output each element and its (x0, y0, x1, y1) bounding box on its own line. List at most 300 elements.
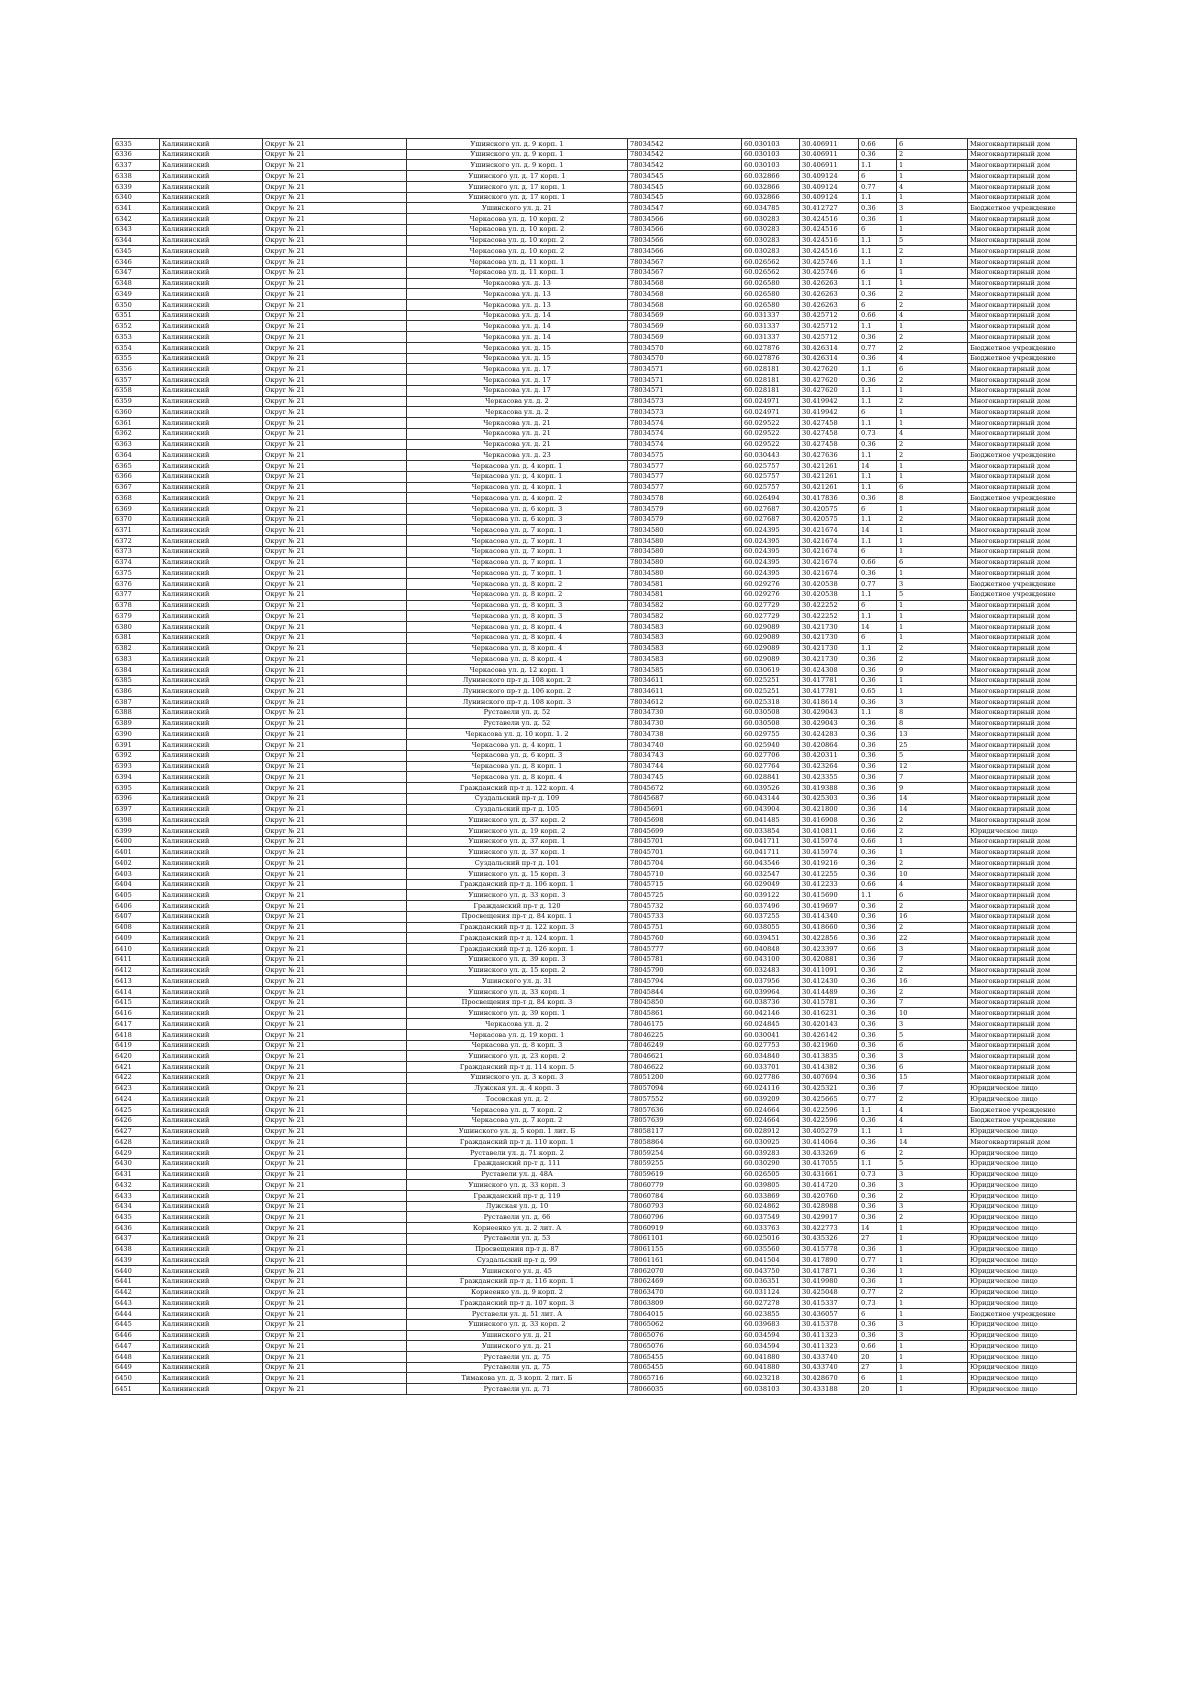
object-type-cell: Многоквартирный дом (968, 439, 1077, 450)
value-cell: 0.36 (859, 1190, 897, 1201)
district-cell: Калининский (160, 1319, 263, 1330)
latitude-cell: 60.029089 (742, 622, 800, 633)
electoral-okrug-cell: Округ № 21 (263, 1223, 407, 1234)
district-cell: Калининский (160, 267, 263, 278)
electoral-okrug-cell: Округ № 21 (263, 1180, 407, 1191)
value-cell: 1.1 (859, 482, 897, 493)
latitude-cell: 60.034594 (742, 1330, 800, 1341)
table-row (113, 310, 1077, 321)
district-cell: Калининский (160, 546, 263, 557)
longitude-cell: 30.433188 (800, 1384, 859, 1395)
longitude-cell: 30.426142 (800, 1029, 859, 1040)
object-type-cell: Многоквартирный дом (968, 761, 1077, 772)
table-row (113, 1362, 1077, 1373)
value-cell: 0.66 (859, 944, 897, 955)
address-cell: Черкасова ул. д. 7 корп. 1 (407, 525, 628, 536)
address-cell: Черкасова ул. д. 10 корп. 2 (407, 246, 628, 257)
latitude-cell: 60.029089 (742, 654, 800, 665)
building-id-cell: 78045844 (628, 987, 742, 998)
row-number-cell: 6430 (113, 1158, 160, 1169)
row-number-cell: 6341 (113, 203, 160, 214)
table-row (113, 1212, 1077, 1223)
latitude-cell: 60.042146 (742, 1008, 800, 1019)
building-id-cell: 78058864 (628, 1137, 742, 1148)
table-row (113, 214, 1077, 225)
value-cell: 14 (859, 622, 897, 633)
count-cell: 15 (897, 1072, 968, 1083)
electoral-okrug-cell: Округ № 21 (263, 707, 407, 718)
count-cell: 10 (897, 868, 968, 879)
longitude-cell: 30.415781 (800, 997, 859, 1008)
count-cell: 4 (897, 1115, 968, 1126)
value-cell: 6 (859, 224, 897, 235)
address-cell: Черкасова ул. д. 14 (407, 321, 628, 332)
electoral-okrug-cell: Округ № 21 (263, 396, 407, 407)
row-number-cell: 6361 (113, 418, 160, 429)
value-cell: 0.36 (859, 976, 897, 987)
building-id-cell: 78034583 (628, 654, 742, 665)
value-cell: 1.1 (859, 1126, 897, 1137)
object-type-cell: Юридическое лицо (968, 1169, 1077, 1180)
count-cell: 1 (897, 568, 968, 579)
building-id-cell: 78065076 (628, 1330, 742, 1341)
table-row (113, 890, 1077, 901)
table-row (113, 686, 1077, 697)
table-row (113, 332, 1077, 343)
latitude-cell: 60.033869 (742, 1190, 800, 1201)
longitude-cell: 30.424516 (800, 246, 859, 257)
count-cell: 1 (897, 385, 968, 396)
latitude-cell: 60.026580 (742, 300, 800, 311)
building-id-cell: 78034574 (628, 418, 742, 429)
address-cell: Черкасова ул. д. 4 корп. 1 (407, 740, 628, 751)
building-id-cell: 78045698 (628, 815, 742, 826)
latitude-cell: 60.041711 (742, 836, 800, 847)
value-cell: 1.1 (859, 246, 897, 257)
electoral-okrug-cell: Округ № 21 (263, 901, 407, 912)
longitude-cell: 30.433740 (800, 1351, 859, 1362)
object-type-cell: Многоквартирный дом (968, 804, 1077, 815)
row-number-cell: 6338 (113, 171, 160, 182)
electoral-okrug-cell: Округ № 21 (263, 579, 407, 590)
electoral-okrug-cell: Округ № 21 (263, 300, 407, 311)
table-row (113, 1384, 1077, 1395)
building-id-cell: 78066035 (628, 1384, 742, 1395)
count-cell: 3 (897, 1319, 968, 1330)
building-id-cell: 78058117 (628, 1126, 742, 1137)
district-cell: Калининский (160, 503, 263, 514)
table-row (113, 793, 1077, 804)
value-cell: 0.36 (859, 353, 897, 364)
table-row (113, 439, 1077, 450)
address-cell: Ушинского ул. д. 33 корп. 1 (407, 987, 628, 998)
address-cell: Гражданский пр-т д. 126 корп. 1 (407, 944, 628, 955)
longitude-cell: 30.436057 (800, 1309, 859, 1320)
electoral-okrug-cell: Округ № 21 (263, 664, 407, 675)
latitude-cell: 60.027706 (742, 750, 800, 761)
longitude-cell: 30.423397 (800, 944, 859, 955)
district-cell: Калининский (160, 364, 263, 375)
longitude-cell: 30.412255 (800, 868, 859, 879)
address-cell: Черкасова ул. д. 10 корп. 1. 2 (407, 729, 628, 740)
object-type-cell: Многоквартирный дом (968, 149, 1077, 160)
count-cell: 1 (897, 407, 968, 418)
building-id-cell: 78034567 (628, 267, 742, 278)
object-type-cell: Многоквартирный дом (968, 461, 1077, 472)
district-cell: Калининский (160, 1126, 263, 1137)
count-cell: 9 (897, 664, 968, 675)
address-cell: Просвещения пр-т д. 84 корп. 1 (407, 911, 628, 922)
address-cell: Черкасова ул. д. 8 корп. 4 (407, 643, 628, 654)
building-id-cell: 78046249 (628, 1040, 742, 1051)
latitude-cell: 60.029276 (742, 579, 800, 590)
building-id-cell: 78059255 (628, 1158, 742, 1169)
table-row (113, 675, 1077, 686)
table-row (113, 611, 1077, 622)
count-cell: 4 (897, 310, 968, 321)
row-number-cell: 6413 (113, 976, 160, 987)
building-id-cell: 78034611 (628, 686, 742, 697)
district-cell: Калининский (160, 1223, 263, 1234)
count-cell: 1 (897, 1309, 968, 1320)
table-row (113, 589, 1077, 600)
building-id-cell: 78034580 (628, 525, 742, 536)
table-row (113, 697, 1077, 708)
building-id-cell: 78034566 (628, 235, 742, 246)
value-cell: 1.1 (859, 514, 897, 525)
object-type-cell: Многоквартирный дом (968, 503, 1077, 514)
row-number-cell: 6451 (113, 1384, 160, 1395)
object-type-cell: Юридическое лицо (968, 1341, 1077, 1352)
count-cell: 2 (897, 450, 968, 461)
object-type-cell: Многоквартирный дом (968, 139, 1077, 150)
row-number-cell: 6343 (113, 224, 160, 235)
table-row (113, 987, 1077, 998)
latitude-cell: 60.038736 (742, 997, 800, 1008)
object-type-cell: Многоквартирный дом (968, 471, 1077, 482)
object-type-cell: Бюджетное учреждение (968, 1309, 1077, 1320)
value-cell: 1.1 (859, 160, 897, 171)
building-id-cell: 78034545 (628, 171, 742, 182)
building-id-cell: 78057552 (628, 1094, 742, 1105)
count-cell: 1 (897, 836, 968, 847)
table-row (113, 1029, 1077, 1040)
longitude-cell: 30.411323 (800, 1330, 859, 1341)
longitude-cell: 30.417781 (800, 686, 859, 697)
count-cell: 8 (897, 718, 968, 729)
district-cell: Калининский (160, 868, 263, 879)
value-cell: 0.77 (859, 342, 897, 353)
table-row (113, 707, 1077, 718)
count-cell: 1 (897, 1276, 968, 1287)
count-cell: 1 (897, 622, 968, 633)
table-row (113, 997, 1077, 1008)
object-type-cell: Юридическое лицо (968, 1330, 1077, 1341)
electoral-okrug-cell: Округ № 21 (263, 1362, 407, 1373)
building-id-cell: 78034612 (628, 697, 742, 708)
address-cell: Черкасова ул. д. 7 корп. 1 (407, 536, 628, 547)
value-cell: 1.1 (859, 611, 897, 622)
electoral-okrug-cell: Округ № 21 (263, 997, 407, 1008)
district-cell: Калининский (160, 847, 263, 858)
latitude-cell: 60.025016 (742, 1233, 800, 1244)
address-cell: Ушинского ул. д. 3 корп. 3 (407, 1072, 628, 1083)
object-type-cell: Многоквартирный дом (968, 1029, 1077, 1040)
address-cell: Черкасова ул. д. 2 (407, 396, 628, 407)
value-cell: 1.1 (859, 321, 897, 332)
longitude-cell: 30.422596 (800, 1105, 859, 1116)
electoral-okrug-cell: Округ № 21 (263, 868, 407, 879)
count-cell: 1 (897, 461, 968, 472)
table-row (113, 622, 1077, 633)
count-cell: 2 (897, 289, 968, 300)
table-row (113, 836, 1077, 847)
electoral-okrug-cell: Округ № 21 (263, 1029, 407, 1040)
count-cell: 1 (897, 1223, 968, 1234)
value-cell: 0.36 (859, 868, 897, 879)
building-id-cell: 78045777 (628, 944, 742, 955)
row-number-cell: 6345 (113, 246, 160, 257)
object-type-cell: Юридическое лицо (968, 1276, 1077, 1287)
district-cell: Калининский (160, 911, 263, 922)
row-number-cell: 6449 (113, 1362, 160, 1373)
row-number-cell: 6348 (113, 278, 160, 289)
count-cell: 1 (897, 1373, 968, 1384)
count-cell: 1 (897, 214, 968, 225)
count-cell: 1 (897, 600, 968, 611)
address-cell: Черкасова ул. д. 7 корп. 1 (407, 557, 628, 568)
longitude-cell: 30.418660 (800, 922, 859, 933)
value-cell: 0.36 (859, 1244, 897, 1255)
electoral-okrug-cell: Округ № 21 (263, 643, 407, 654)
address-cell: Ушинского ул. д. 5 корп. 1 лит. Б (407, 1126, 628, 1137)
table-row (113, 1190, 1077, 1201)
district-cell: Калининский (160, 718, 263, 729)
district-cell: Калининский (160, 664, 263, 675)
row-number-cell: 6358 (113, 385, 160, 396)
building-id-cell: 78064015 (628, 1309, 742, 1320)
longitude-cell: 30.420575 (800, 514, 859, 525)
longitude-cell: 30.421261 (800, 471, 859, 482)
value-cell: 0.36 (859, 203, 897, 214)
row-number-cell: 6369 (113, 503, 160, 514)
table-row (113, 1351, 1077, 1362)
latitude-cell: 60.024862 (742, 1201, 800, 1212)
longitude-cell: 30.427458 (800, 439, 859, 450)
longitude-cell: 30.420311 (800, 750, 859, 761)
district-cell: Калининский (160, 1051, 263, 1062)
table-row (113, 149, 1077, 160)
table-row (113, 192, 1077, 203)
electoral-okrug-cell: Округ № 21 (263, 911, 407, 922)
address-cell: Гражданский пр-т д. 122 корп. 4 (407, 783, 628, 794)
longitude-cell: 30.433740 (800, 1362, 859, 1373)
object-type-cell: Многоквартирный дом (968, 729, 1077, 740)
electoral-okrug-cell: Округ № 21 (263, 1276, 407, 1287)
building-id-cell: 78045691 (628, 804, 742, 815)
electoral-okrug-cell: Округ № 21 (263, 750, 407, 761)
district-cell: Калининский (160, 149, 263, 160)
longitude-cell: 30.431661 (800, 1169, 859, 1180)
district-cell: Калининский (160, 729, 263, 740)
row-number-cell: 6412 (113, 965, 160, 976)
address-cell: Черкасова ул. д. 17 (407, 385, 628, 396)
count-cell: 3 (897, 579, 968, 590)
table-row (113, 514, 1077, 525)
row-number-cell: 6438 (113, 1244, 160, 1255)
count-cell: 5 (897, 1029, 968, 1040)
longitude-cell: 30.406911 (800, 160, 859, 171)
table-row (113, 976, 1077, 987)
value-cell: 0.36 (859, 922, 897, 933)
address-cell: Черкасова ул. д. 6 корп. 3 (407, 503, 628, 514)
row-number-cell: 6439 (113, 1255, 160, 1266)
longitude-cell: 30.421800 (800, 804, 859, 815)
object-type-cell: Многоквартирный дом (968, 160, 1077, 171)
building-id-cell: 78059619 (628, 1169, 742, 1180)
electoral-okrug-cell: Округ № 21 (263, 815, 407, 826)
address-cell: Черкасова ул. д. 13 (407, 300, 628, 311)
table-row (113, 364, 1077, 375)
object-type-cell: Многоквартирный дом (968, 868, 1077, 879)
table-row (113, 1126, 1077, 1137)
district-cell: Калининский (160, 568, 263, 579)
row-number-cell: 6407 (113, 911, 160, 922)
electoral-okrug-cell: Округ № 21 (263, 858, 407, 869)
address-cell: Черкасова ул. д. 10 корп. 2 (407, 214, 628, 225)
electoral-okrug-cell: Округ № 21 (263, 203, 407, 214)
district-cell: Калининский (160, 815, 263, 826)
object-type-cell: Многоквартирный дом (968, 654, 1077, 665)
latitude-cell: 60.026580 (742, 278, 800, 289)
object-type-cell: Многоквартирный дом (968, 289, 1077, 300)
count-cell: 1 (897, 418, 968, 429)
count-cell: 1 (897, 257, 968, 268)
row-number-cell: 6357 (113, 375, 160, 386)
building-id-cell: 78045687 (628, 793, 742, 804)
object-type-cell: Юридическое лицо (968, 826, 1077, 837)
longitude-cell: 30.421674 (800, 568, 859, 579)
count-cell: 5 (897, 1158, 968, 1169)
object-type-cell: Многоквартирный дом (968, 911, 1077, 922)
district-cell: Калининский (160, 375, 263, 386)
value-cell: 1.1 (859, 1105, 897, 1116)
electoral-okrug-cell: Округ № 21 (263, 783, 407, 794)
object-type-cell: Многоквартирный дом (968, 310, 1077, 321)
value-cell: 0.36 (859, 901, 897, 912)
latitude-cell: 60.026562 (742, 267, 800, 278)
table-row (113, 1083, 1077, 1094)
district-cell: Калининский (160, 1276, 263, 1287)
value-cell: 6 (859, 632, 897, 643)
district-cell: Калининский (160, 804, 263, 815)
building-id-cell: 78060784 (628, 1190, 742, 1201)
building-id-cell: 78045699 (628, 826, 742, 837)
address-cell: Черкасова ул. д. 4 корп. 1 (407, 482, 628, 493)
value-cell: 0.36 (859, 804, 897, 815)
address-cell: Ушинского ул. д. 9 корп. 1 (407, 149, 628, 160)
value-cell: 0.65 (859, 686, 897, 697)
row-number-cell: 6409 (113, 933, 160, 944)
count-cell: 1 (897, 503, 968, 514)
electoral-okrug-cell: Округ № 21 (263, 589, 407, 600)
object-type-cell: Многоквартирный дом (968, 536, 1077, 547)
address-cell: Черкасова ул. д. 7 корп. 2 (407, 1115, 628, 1126)
object-type-cell: Многоквартирный дом (968, 933, 1077, 944)
row-number-cell: 6337 (113, 160, 160, 171)
electoral-okrug-cell: Округ № 21 (263, 987, 407, 998)
value-cell: 1.1 (859, 418, 897, 429)
count-cell: 4 (897, 879, 968, 890)
electoral-okrug-cell: Округ № 21 (263, 632, 407, 643)
longitude-cell: 30.415690 (800, 890, 859, 901)
longitude-cell: 30.421674 (800, 546, 859, 557)
latitude-cell: 60.029522 (742, 418, 800, 429)
electoral-okrug-cell: Округ № 21 (263, 267, 407, 278)
electoral-okrug-cell: Округ № 21 (263, 1115, 407, 1126)
table-row (113, 1287, 1077, 1298)
latitude-cell: 60.033763 (742, 1223, 800, 1234)
latitude-cell: 60.030619 (742, 664, 800, 675)
latitude-cell: 60.029089 (742, 643, 800, 654)
electoral-okrug-cell: Округ № 21 (263, 139, 407, 150)
building-id-cell: 78034745 (628, 772, 742, 783)
table-row (113, 482, 1077, 493)
latitude-cell: 60.031337 (742, 310, 800, 321)
latitude-cell: 60.028841 (742, 772, 800, 783)
building-id-cell: 78061155 (628, 1244, 742, 1255)
object-type-cell: Многоквартирный дом (968, 235, 1077, 246)
table-row (113, 493, 1077, 504)
value-cell: 0.73 (859, 428, 897, 439)
table-row (113, 664, 1077, 675)
row-number-cell: 6335 (113, 139, 160, 150)
district-cell: Калининский (160, 1266, 263, 1277)
object-type-cell: Многоквартирный дом (968, 622, 1077, 633)
district-cell: Калининский (160, 997, 263, 1008)
value-cell: 0.36 (859, 954, 897, 965)
table-row (113, 1266, 1077, 1277)
electoral-okrug-cell: Округ № 21 (263, 342, 407, 353)
longitude-cell: 30.415974 (800, 847, 859, 858)
latitude-cell: 60.024395 (742, 568, 800, 579)
value-cell: 0.36 (859, 793, 897, 804)
building-id-cell: 78034568 (628, 289, 742, 300)
object-type-cell: Многоквартирный дом (968, 332, 1077, 343)
object-type-cell: Юридическое лицо (968, 1223, 1077, 1234)
building-id-cell: 78034585 (628, 664, 742, 675)
building-id-cell: 78034580 (628, 546, 742, 557)
longitude-cell: 30.420881 (800, 954, 859, 965)
address-cell: Черкасова ул. д. 17 (407, 364, 628, 375)
table-row (113, 557, 1077, 568)
count-cell: 1 (897, 1341, 968, 1352)
value-cell: 1.1 (859, 385, 897, 396)
latitude-cell: 60.031124 (742, 1287, 800, 1298)
address-cell: Гражданский пр-т д. 120 (407, 901, 628, 912)
building-id-cell: 78045760 (628, 933, 742, 944)
building-id-cell: 78034583 (628, 632, 742, 643)
building-id-cell: 78034542 (628, 139, 742, 150)
longitude-cell: 30.426263 (800, 300, 859, 311)
address-cell: Черкасова ул. д. 6 корп. 3 (407, 750, 628, 761)
district-cell: Калининский (160, 536, 263, 547)
value-cell: 1.1 (859, 450, 897, 461)
longitude-cell: 30.428988 (800, 1201, 859, 1212)
table-row (113, 1373, 1077, 1384)
value-cell: 0.36 (859, 697, 897, 708)
value-cell: 0.77 (859, 1287, 897, 1298)
